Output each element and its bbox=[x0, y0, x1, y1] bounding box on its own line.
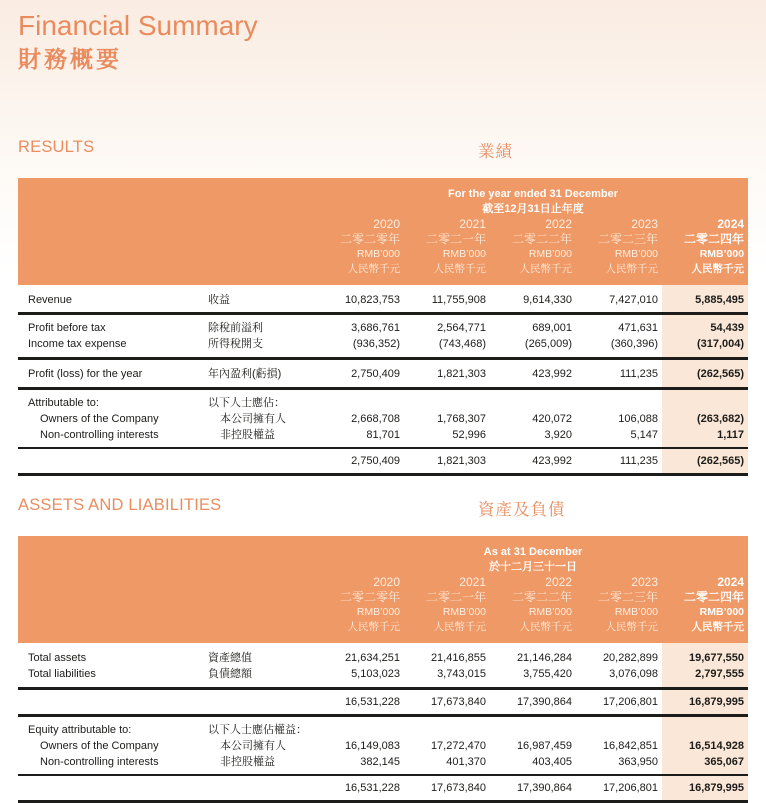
row-label-en: Revenue bbox=[18, 285, 208, 314]
cell-value: 401,370 bbox=[404, 754, 490, 775]
unit-label: RMB’000 bbox=[614, 248, 658, 260]
cell-value: 3,755,420 bbox=[490, 666, 576, 689]
row-label-en bbox=[18, 689, 208, 716]
header-spacer bbox=[208, 217, 318, 285]
cell-value: 17,272,470 bbox=[430, 740, 486, 752]
table-row-attributable-to bbox=[18, 389, 748, 412]
row-label-en: Owners of the Company bbox=[40, 413, 159, 425]
unit-label: RMB’000 bbox=[356, 248, 400, 260]
row-label-en: Profit before tax bbox=[28, 322, 106, 334]
cell-value: 81,701 bbox=[318, 427, 404, 448]
year-label: 2022 bbox=[545, 575, 572, 589]
unit-label: RMB’000 bbox=[356, 606, 400, 618]
cell-empty bbox=[490, 389, 576, 412]
column-header-2024 bbox=[662, 575, 748, 643]
page-title-zh: 財務概要 bbox=[18, 46, 122, 72]
cell-value: 16,842,851 bbox=[602, 740, 658, 752]
cell-total: 17,206,801 bbox=[576, 689, 662, 716]
cell-value-current: 5,885,495 bbox=[662, 285, 748, 314]
table-row-total bbox=[18, 448, 748, 475]
table-row-income-tax bbox=[18, 336, 748, 359]
unit-label: RMB’000 bbox=[442, 248, 486, 260]
results-heading-en: RESULTS bbox=[18, 138, 95, 156]
column-header-2022 bbox=[490, 217, 576, 285]
page-title-en: Financial Summary bbox=[18, 10, 258, 41]
band-spacer bbox=[18, 178, 318, 217]
header-spacer bbox=[18, 575, 208, 643]
row-label-zh bbox=[208, 689, 318, 716]
column-header-2020 bbox=[318, 575, 404, 643]
year-label-zh: 二零二零年 bbox=[339, 590, 400, 604]
row-label-en: Equity attributable to: bbox=[28, 724, 132, 736]
year-label-zh: 二零二四年 bbox=[684, 232, 745, 246]
row-label-zh: 除稅前溢利 bbox=[208, 322, 263, 334]
assets-table bbox=[18, 536, 748, 803]
cell-value: 111,235 bbox=[576, 359, 662, 389]
row-label-zh: 非控股權益 bbox=[208, 754, 318, 775]
cell-value-current: (263,682) bbox=[662, 411, 748, 427]
assets-table-header bbox=[18, 536, 748, 643]
band-title-row bbox=[18, 536, 748, 575]
row-label-zh: 非控股權益 bbox=[208, 427, 318, 448]
row-label-zh: 所得稅開支 bbox=[208, 336, 318, 359]
cell-total-current: 16,879,995 bbox=[662, 775, 748, 802]
band-title-zh: 截至12月31日止年度 bbox=[482, 203, 584, 215]
cell-value: 1,768,307 bbox=[437, 413, 486, 425]
unit-label: RMB’000 bbox=[614, 606, 658, 618]
cell-value: (265,009) bbox=[490, 336, 576, 359]
year-label: 2020 bbox=[373, 217, 400, 231]
band-title-en: As at 31 December bbox=[483, 546, 583, 558]
cell-empty bbox=[404, 389, 490, 412]
row-label-en: Attributable to: bbox=[28, 397, 99, 409]
cell-value-current: (317,004) bbox=[662, 336, 748, 359]
cell-empty bbox=[662, 389, 748, 412]
column-header-2022 bbox=[490, 575, 576, 643]
band-title-en: For the year ended 31 December bbox=[448, 188, 618, 200]
year-label: 2024 bbox=[717, 575, 745, 589]
unit-label: RMB’000 bbox=[699, 248, 745, 260]
unit-label-zh: 人民幣千元 bbox=[519, 263, 572, 275]
cell-total: 16,531,228 bbox=[318, 689, 404, 716]
band-title-zh: 於十二月三十一日 bbox=[489, 561, 577, 573]
cell-empty bbox=[576, 716, 662, 739]
cell-empty bbox=[318, 389, 404, 412]
unit-label-zh: 人民幣千元 bbox=[691, 621, 745, 633]
unit-label-zh: 人民幣千元 bbox=[347, 263, 400, 275]
column-header-2021 bbox=[404, 575, 490, 643]
cell-value-current: 1,117 bbox=[662, 427, 748, 448]
year-label-zh: 二零二三年 bbox=[597, 232, 658, 246]
row-label-en: Income tax expense bbox=[18, 336, 208, 359]
cell-value: 5,147 bbox=[576, 427, 662, 448]
band-spacer bbox=[18, 536, 318, 575]
cell-value-current: 54,439 bbox=[662, 314, 748, 337]
row-label-en: Total liabilities bbox=[18, 666, 208, 689]
cell-value: 3,920 bbox=[490, 427, 576, 448]
row-label-en: Non-controlling interests bbox=[18, 754, 208, 775]
unit-label: RMB’000 bbox=[442, 606, 486, 618]
cell-value-current: 365,067 bbox=[662, 754, 748, 775]
cell-value: 1,821,303 bbox=[404, 359, 490, 389]
table-row-total-liabilities bbox=[18, 666, 748, 689]
band-title bbox=[318, 178, 748, 217]
column-header-2020 bbox=[318, 217, 404, 285]
year-label-zh: 二零二二年 bbox=[511, 590, 572, 604]
cell-value: 382,145 bbox=[318, 754, 404, 775]
cell-value: 423,992 bbox=[490, 359, 576, 389]
year-label-zh: 二零二一年 bbox=[425, 232, 486, 246]
band-title bbox=[318, 536, 748, 575]
row-label-en: Profit (loss) for the year bbox=[18, 359, 208, 389]
unit-label-zh: 人民幣千元 bbox=[605, 621, 658, 633]
cell-value: (360,396) bbox=[576, 336, 662, 359]
year-label-zh: 二零二四年 bbox=[684, 590, 745, 604]
cell-value: 106,088 bbox=[618, 413, 658, 425]
assets-heading-zh: 資產及負債 bbox=[478, 501, 566, 519]
cell-total: 17,390,864 bbox=[490, 689, 576, 716]
cell-value: 3,743,015 bbox=[404, 666, 490, 689]
cell-value: 403,405 bbox=[490, 754, 576, 775]
cell-value: 363,950 bbox=[576, 754, 662, 775]
year-label: 2021 bbox=[459, 575, 486, 589]
row-label-zh: 年內盈利(虧損) bbox=[208, 359, 318, 389]
year-label: 2024 bbox=[717, 217, 745, 231]
row-label-zh: 收益 bbox=[208, 285, 318, 314]
year-label-zh: 二零二一年 bbox=[425, 590, 486, 604]
cell-total: 423,992 bbox=[490, 448, 576, 475]
band-title-row bbox=[18, 178, 748, 217]
cell-value: 21,634,251 bbox=[344, 652, 400, 664]
cell-total: 17,206,801 bbox=[576, 775, 662, 802]
table-row-owners bbox=[18, 738, 748, 754]
column-header-2021 bbox=[404, 217, 490, 285]
cell-total: 17,673,840 bbox=[404, 689, 490, 716]
cell-value: 3,076,098 bbox=[576, 666, 662, 689]
cell-value: 471,631 bbox=[618, 322, 658, 334]
cell-empty bbox=[404, 716, 490, 739]
results-table bbox=[18, 178, 748, 476]
cell-value: 16,987,459 bbox=[516, 740, 572, 752]
table-row-profit-for-year bbox=[18, 359, 748, 389]
cell-value: 10,823,753 bbox=[318, 285, 404, 314]
row-label-en: Owners of the Company bbox=[40, 740, 159, 752]
header-spacer bbox=[18, 217, 208, 285]
unit-label: RMB’000 bbox=[699, 606, 745, 618]
row-label-zh: 本公司擁有人 bbox=[220, 740, 286, 752]
cell-value: 2,668,708 bbox=[351, 413, 400, 425]
cell-value: 5,103,023 bbox=[318, 666, 404, 689]
cell-value-current: 19,677,550 bbox=[662, 643, 748, 666]
table-row-non-controlling bbox=[18, 754, 748, 775]
cell-value: 16,149,083 bbox=[344, 740, 400, 752]
cell-empty bbox=[576, 389, 662, 412]
row-label-zh bbox=[208, 448, 318, 475]
cell-value: (936,352) bbox=[318, 336, 404, 359]
year-label-zh: 二零二二年 bbox=[511, 232, 572, 246]
cell-value: 7,427,010 bbox=[576, 285, 662, 314]
row-label-en bbox=[18, 775, 208, 802]
table-row-revenue bbox=[18, 285, 748, 314]
cell-value: 2,750,409 bbox=[318, 359, 404, 389]
table-row-owners bbox=[18, 411, 748, 427]
unit-label-zh: 人民幣千元 bbox=[433, 263, 486, 275]
results-heading-zh: 業績 bbox=[478, 143, 513, 161]
table-row-total-assets bbox=[18, 643, 748, 666]
unit-label-zh: 人民幣千元 bbox=[519, 621, 572, 633]
table-row-non-controlling bbox=[18, 427, 748, 448]
year-label-zh: 二零二三年 bbox=[597, 590, 658, 604]
table-row-equity-attributable bbox=[18, 716, 748, 739]
cell-empty bbox=[318, 716, 404, 739]
cell-value: 2,564,771 bbox=[437, 322, 486, 334]
cell-value-current: (262,565) bbox=[662, 359, 748, 389]
cell-value: 52,996 bbox=[404, 427, 490, 448]
year-label: 2020 bbox=[373, 575, 400, 589]
cell-value: 21,416,855 bbox=[430, 652, 486, 664]
unit-label-zh: 人民幣千元 bbox=[433, 621, 486, 633]
row-label-zh: 本公司擁有人 bbox=[220, 413, 286, 425]
cell-value: 11,755,908 bbox=[404, 285, 490, 314]
unit-label: RMB’000 bbox=[528, 248, 572, 260]
unit-label: RMB’000 bbox=[528, 606, 572, 618]
row-label-zh: 以下人士應佔： bbox=[208, 397, 285, 409]
assets-heading-en: ASSETS AND LIABILITIES bbox=[18, 496, 222, 514]
cell-value: 420,072 bbox=[532, 413, 572, 425]
year-label: 2023 bbox=[631, 217, 658, 231]
row-label-en bbox=[18, 448, 208, 475]
year-label: 2023 bbox=[631, 575, 658, 589]
cell-total: 17,673,840 bbox=[404, 775, 490, 802]
cell-value: 689,001 bbox=[532, 322, 572, 334]
cell-empty bbox=[662, 716, 748, 739]
header-spacer bbox=[208, 575, 318, 643]
column-header-2024 bbox=[662, 217, 748, 285]
year-label-zh: 二零二零年 bbox=[339, 232, 400, 246]
cell-value-current: 2,797,555 bbox=[662, 666, 748, 689]
table-row-profit-before-tax bbox=[18, 314, 748, 337]
results-section-heading bbox=[18, 138, 748, 161]
cell-total-current: (262,565) bbox=[662, 448, 748, 475]
cell-total: 1,821,303 bbox=[404, 448, 490, 475]
row-label-zh: 以下人士應佔權益： bbox=[208, 724, 307, 736]
row-label-en: Total assets bbox=[28, 652, 87, 664]
cell-empty bbox=[490, 716, 576, 739]
cell-value-current: 16,514,928 bbox=[662, 738, 748, 754]
row-label-zh: 資產總值 bbox=[208, 652, 252, 664]
table-row-total-equity bbox=[18, 775, 748, 802]
assets-section-heading bbox=[18, 496, 748, 519]
cell-total-current: 16,879,995 bbox=[662, 689, 748, 716]
cell-value: 9,614,330 bbox=[490, 285, 576, 314]
cell-value: 3,686,761 bbox=[351, 322, 400, 334]
row-label-zh bbox=[208, 775, 318, 802]
cell-total: 111,235 bbox=[576, 448, 662, 475]
cell-total: 17,390,864 bbox=[490, 775, 576, 802]
results-table-header bbox=[18, 178, 748, 285]
year-label: 2022 bbox=[545, 217, 572, 231]
unit-label-zh: 人民幣千元 bbox=[691, 263, 745, 275]
unit-label-zh: 人民幣千元 bbox=[605, 263, 658, 275]
year-label: 2021 bbox=[459, 217, 486, 231]
year-header-row bbox=[18, 217, 748, 285]
row-label-zh: 負債總額 bbox=[208, 666, 318, 689]
unit-label-zh: 人民幣千元 bbox=[347, 621, 400, 633]
row-label-en: Non-controlling interests bbox=[18, 427, 208, 448]
cell-total: 2,750,409 bbox=[318, 448, 404, 475]
table-row-net-assets-total bbox=[18, 689, 748, 716]
cell-value: 20,282,899 bbox=[602, 652, 658, 664]
cell-value: 21,146,284 bbox=[516, 652, 572, 664]
year-header-row bbox=[18, 575, 748, 643]
column-header-2023 bbox=[576, 575, 662, 643]
cell-value: (743,468) bbox=[404, 336, 490, 359]
cell-total: 16,531,228 bbox=[318, 775, 404, 802]
column-header-2023 bbox=[576, 217, 662, 285]
